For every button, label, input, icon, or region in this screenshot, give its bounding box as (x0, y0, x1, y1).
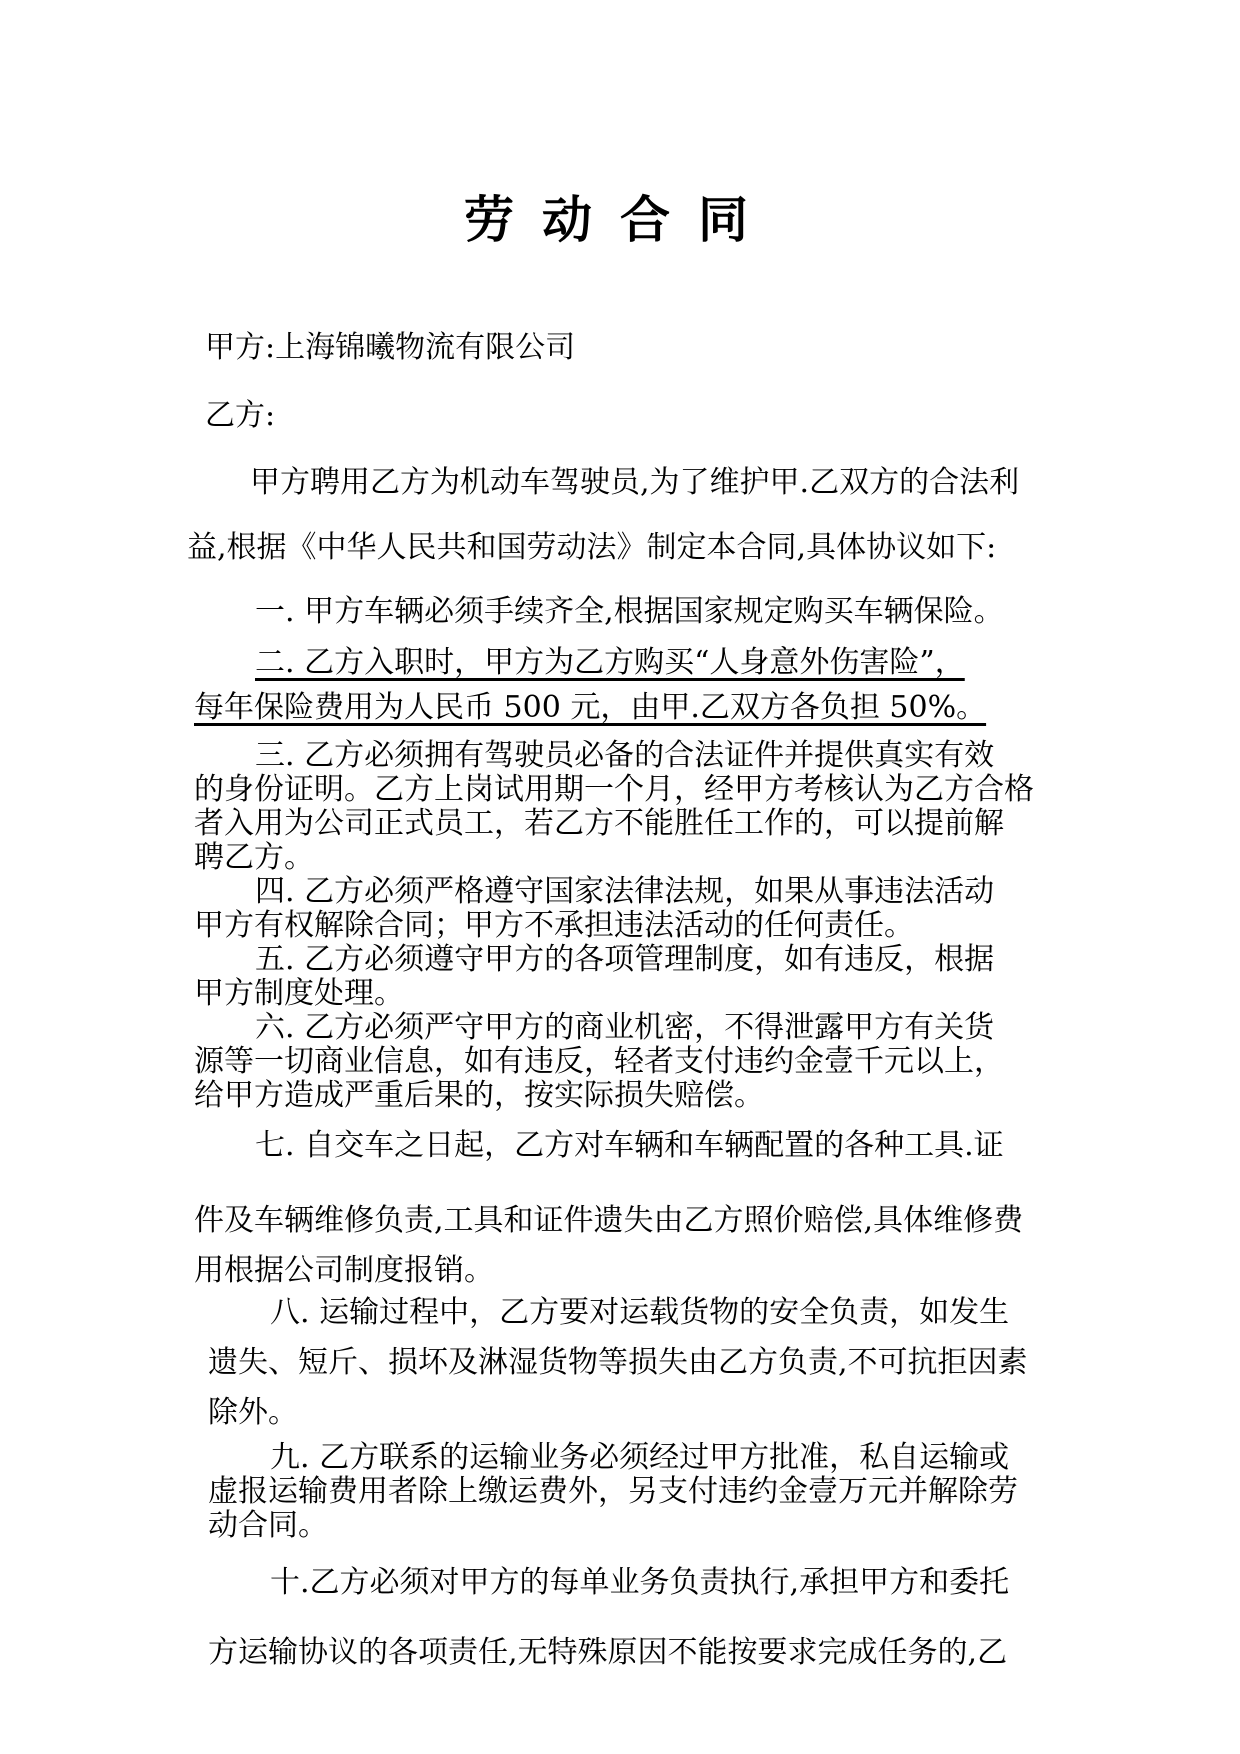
clause-1-line-1: 一. 甲方车辆必须手续齐全,根据国家规定购买车辆保险。 (255, 594, 1004, 629)
clause-4-line-1: 四. 乙方必须严格遵守国家法律法规，如果从事违法活动 (255, 874, 995, 909)
intro-line-2: 益,根据《中华人民共和国劳动法》制定本合同,具体协议如下: (187, 530, 997, 565)
clause-6-line-1: 六. 乙方必须严守甲方的商业机密，不得泄露甲方有关货 (255, 1010, 995, 1045)
document-title: 劳动合同 (464, 190, 776, 249)
clause-5-line-1: 五. 乙方必须遵守甲方的各项管理制度，如有违反，根据 (255, 942, 995, 977)
clause-4-line-2: 甲方有权解除合同；甲方不承担违法活动的任何责任。 (194, 908, 914, 943)
clause-6-line-2: 源等一切商业信息，如有违反，轻者支付违约金壹千元以上， (194, 1044, 1004, 1079)
clause-8-line-3: 除外。 (208, 1395, 298, 1430)
clause-9-line-2: 虚报运输费用者除上缴运费外，另支付违约金壹万元并解除劳 (208, 1474, 1018, 1509)
clause-7-line-3: 用根据公司制度报销。 (194, 1253, 494, 1288)
clause-3-line-2: 的身份证明。乙方上岗试用期一个月，经甲方考核认为乙方合格 (194, 772, 1034, 807)
clause-6-line-3: 给甲方造成严重后果的，按实际损失赔偿。 (194, 1078, 764, 1113)
clause-7-line-1: 七. 自交车之日起，乙方对车辆和车辆配置的各种工具.证 (255, 1128, 1004, 1163)
clause-8-line-1: 八. 运输过程中，乙方要对运载货物的安全负责，如发生 (270, 1295, 1010, 1330)
clause-2-line-1: 二. 乙方入职时，甲方为乙方购买“人身意外伤害险”， (255, 645, 965, 680)
party-b-line: 乙方: (205, 398, 276, 433)
clause-2-line-2: 每年保险费用为人民币 500 元，由甲.乙双方各负担 50%。 (194, 690, 987, 725)
party-a-line: 甲方:上海锦曦物流有限公司 (205, 330, 576, 365)
clause-7-line-2: 件及车辆维修负责,工具和证件遗失由乙方照价赔偿,具体维修费 (194, 1203, 1024, 1238)
intro-line-1: 甲方聘用乙方为机动车驾驶员,为了维护甲.乙双方的合法利 (250, 465, 1020, 500)
clause-9-line-1: 九. 乙方联系的运输业务必须经过甲方批准，私自运输或 (270, 1440, 1010, 1475)
clause-3-line-1: 三. 乙方必须拥有驾驶员必备的合法证件并提供真实有效 (255, 738, 995, 773)
clause-8-line-2: 遗失、短斤、损坏及淋湿货物等损失由乙方负责,不可抗拒因素 (208, 1345, 1028, 1380)
clause-10-line-2: 方运输协议的各项责任,无特殊原因不能按要求完成任务的,乙 (208, 1635, 1008, 1670)
clause-3-line-3: 者入用为公司正式员工，若乙方不能胜任工作的，可以提前解 (194, 806, 1004, 841)
clause-3-line-4: 聘乙方。 (194, 840, 314, 875)
clause-5-line-2: 甲方制度处理。 (194, 976, 404, 1011)
clause-10-line-1: 十.乙方必须对甲方的每单业务负责执行,承担甲方和委托 (270, 1565, 1010, 1600)
clause-9-line-3: 动合同。 (208, 1508, 328, 1543)
